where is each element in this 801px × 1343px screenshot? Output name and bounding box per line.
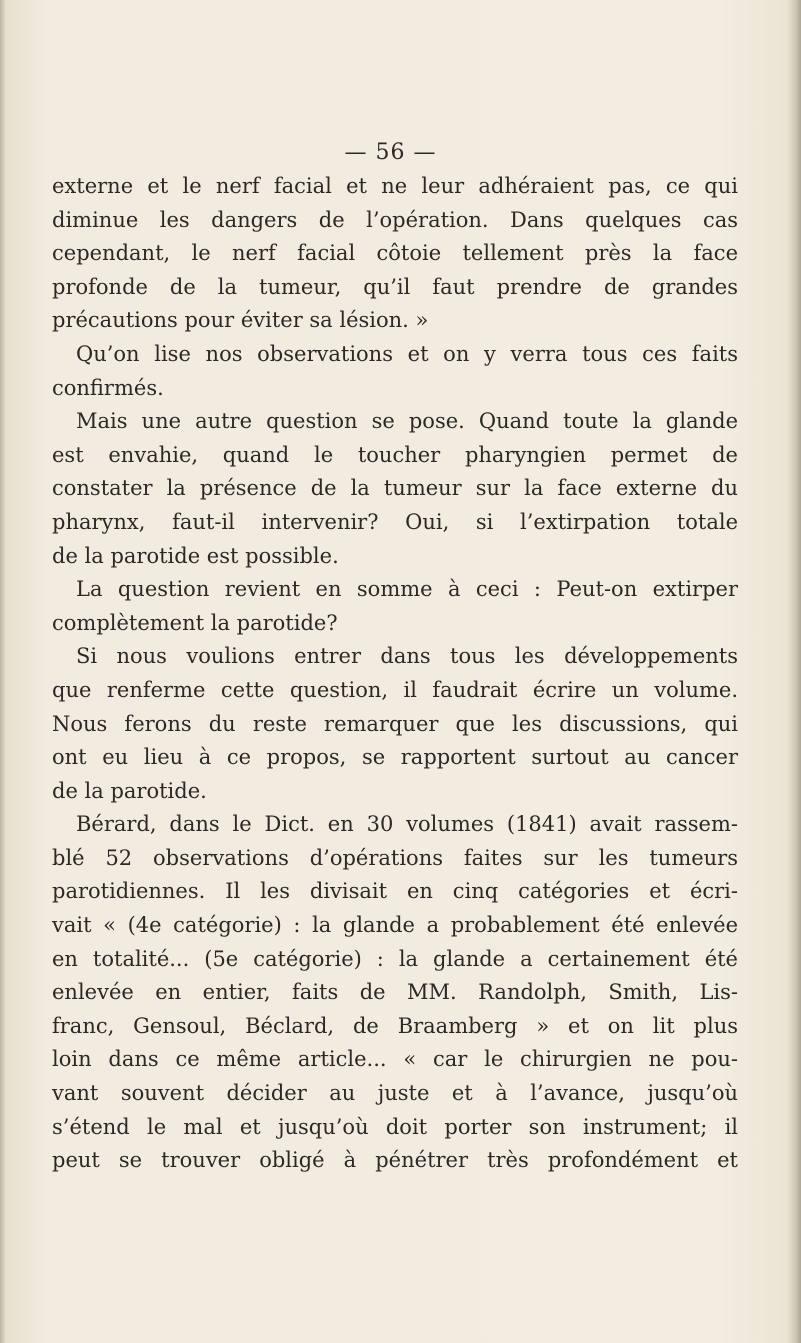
text-line: loin dans ce même article... « car le chirurgien ne pou- [52, 1047, 738, 1072]
text-line: peut se trouver obligé à pénétrer très profondément et [52, 1148, 738, 1173]
page-left-shadow [0, 0, 6, 1343]
text-line: Qu’on lise nos observations et on y verra tous ces faits [76, 341, 738, 366]
text-line: enlevée en entier, faits de MM. Randolph, Smith, Lis- [52, 980, 738, 1005]
text-line: de la parotide est possible. [52, 543, 339, 568]
page-number: — 56 — [344, 140, 437, 165]
text-line: diminue les dangers de l’opération. Dans quelques cas [52, 207, 738, 232]
text-line: pharynx, faut-il intervenir? Oui, si l’extirpation totale [52, 509, 738, 534]
text-line: La question revient en somme à ceci : Peut-on extirper [76, 577, 738, 602]
text-line: externe et le nerf facial et ne leur adhéraient pas, ce qui [52, 174, 738, 198]
text-line: Si nous voulions entrer dans tous les développements [76, 644, 738, 669]
text-line: parotidiennes. Il les divisait en cinq catégories et écri- [52, 879, 738, 904]
text-line: s’étend le mal et jusqu’où doit porter son instrument; il [52, 1114, 738, 1139]
text-line: vant souvent décider au juste et à l’avance, jusqu’où [52, 1081, 738, 1106]
text-line: précautions pour éviter sa lésion. » [52, 308, 429, 333]
text-line: blé 52 observations d’opérations faites sur les tumeurs [52, 845, 738, 870]
text-line: ont eu lieu à ce propos, se rapportent surtout au cancer [52, 745, 738, 770]
text-line: complètement la parotide? [52, 610, 338, 635]
text-line: Nous ferons du reste remarquer que les discussions, qui [52, 711, 738, 736]
text-line: de la parotide. [52, 778, 207, 803]
text-line: franc, Gensoul, Béclard, de Braamberg » et on lit plus [52, 1013, 738, 1038]
text-line: cependant, le nerf facial côtoie tellement près la face [52, 241, 738, 266]
page-right-shadow [787, 0, 801, 1343]
text-line: constater la présence de la tumeur sur la face externe du [52, 476, 738, 501]
text-line: vait « (4e catégorie) : la glande a probablement été enlevée [52, 913, 738, 938]
text-line: confirmés. [52, 375, 164, 400]
text-line: profonde de la tumeur, qu’il faut prendre de grandes [52, 274, 738, 299]
text-line: Bérard, dans le Dict. en 30 volumes (1841) avait rassem- [76, 812, 738, 837]
text-line: que renferme cette question, il faudrait écrire un volume. [52, 677, 738, 702]
body-text [52, 170, 738, 1178]
text-line: est envahie, quand le toucher pharyngien permet de [52, 442, 738, 467]
text-line: en totalité... (5e catégorie) : la glande a certainement été [52, 946, 738, 971]
text-line: Mais une autre question se pose. Quand toute la glande [76, 409, 738, 434]
